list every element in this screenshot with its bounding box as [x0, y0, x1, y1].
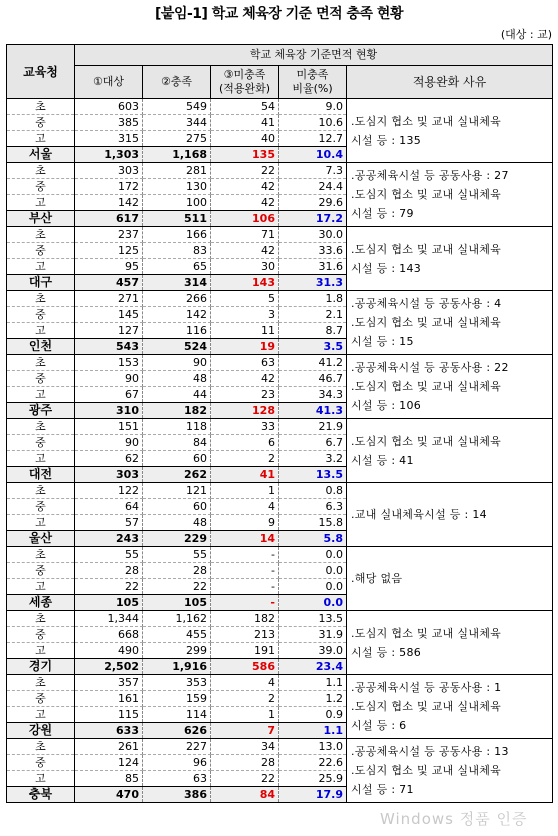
total-value: 617	[75, 211, 143, 227]
cell-value: 42	[211, 195, 279, 211]
table-row	[7, 419, 553, 435]
header-ratio: 미충족 비율(%)	[279, 66, 347, 99]
cell-value: 34.3	[279, 387, 347, 403]
cell-value: 41.2	[279, 355, 347, 371]
region-name: 대전	[7, 467, 75, 483]
school-level: 고	[7, 259, 75, 275]
cell-value: 3	[211, 307, 279, 323]
school-level: 초	[7, 99, 75, 115]
cell-value: 227	[143, 739, 211, 755]
cell-value: 60	[143, 451, 211, 467]
page-title: [붙임-1] 학교 체육장 기준 면적 충족 현황	[155, 6, 403, 22]
school-level: 중	[7, 499, 75, 515]
region-name: 세종	[7, 595, 75, 611]
school-level: 중	[7, 243, 75, 259]
cell-value: 172	[75, 179, 143, 195]
cell-value: 15.8	[279, 515, 347, 531]
reason-line: .공공체육시설 등 공동사용 : 1	[351, 681, 502, 694]
reason-line: .공공체육시설 등 공동사용 : 22	[351, 361, 509, 374]
reason-cell	[347, 739, 553, 803]
cell-value: 353	[143, 675, 211, 691]
cell-value: 31.9	[279, 627, 347, 643]
cell-value: 10.6	[279, 115, 347, 131]
cell-value: 271	[75, 291, 143, 307]
cell-value: 67	[75, 387, 143, 403]
cell-value: 13.0	[279, 739, 347, 755]
cell-value: 114	[143, 707, 211, 723]
cell-value: 2.1	[279, 307, 347, 323]
total-value: 0.0	[279, 595, 347, 611]
reason-line: 시설 등 : 586	[351, 645, 422, 659]
cell-value: 124	[75, 755, 143, 771]
total-value: 543	[75, 339, 143, 355]
total-value: 17.2	[279, 211, 347, 227]
school-level: 고	[7, 131, 75, 147]
school-level: 초	[7, 227, 75, 243]
cell-value: 71	[211, 227, 279, 243]
school-level: 고	[7, 323, 75, 339]
cell-value: 33.6	[279, 243, 347, 259]
cell-value: 42	[211, 243, 279, 259]
cell-value: 130	[143, 179, 211, 195]
cell-value: 145	[75, 307, 143, 323]
cell-value: 8.7	[279, 323, 347, 339]
reason-line: .도심지 협소 및 교내 실내체육	[351, 700, 502, 713]
cell-value: 121	[143, 483, 211, 499]
total-value: 303	[75, 467, 143, 483]
cell-value: 28	[75, 563, 143, 579]
total-value: 1,303	[75, 147, 143, 163]
school-level: 고	[7, 515, 75, 531]
cell-value: 6.3	[279, 499, 347, 515]
reason-cell	[347, 355, 553, 419]
cell-value: 4	[211, 675, 279, 691]
school-level: 초	[7, 739, 75, 755]
total-value: 1.1	[279, 723, 347, 739]
school-level: 고	[7, 451, 75, 467]
cell-value: 299	[143, 643, 211, 659]
reason-line: .공공체육시설 등 공동사용 : 4	[351, 297, 502, 310]
total-value: 511	[143, 211, 211, 227]
cell-value: 62	[75, 451, 143, 467]
cell-value: 90	[143, 355, 211, 371]
cell-value: 303	[75, 163, 143, 179]
reason-line: .도심지 협소 및 교내 실내체육	[351, 626, 502, 640]
region-name: 강원	[7, 723, 75, 739]
cell-value: 668	[75, 627, 143, 643]
region-name: 서울	[7, 147, 75, 163]
cell-value: 118	[143, 419, 211, 435]
school-level: 고	[7, 707, 75, 723]
cell-value: 100	[143, 195, 211, 211]
school-level: 중	[7, 435, 75, 451]
table-row	[7, 355, 553, 371]
table-row	[7, 611, 553, 627]
watermark: Windows 정품 인증	[380, 810, 528, 828]
total-value: 310	[75, 403, 143, 419]
school-level: 초	[7, 291, 75, 307]
reason-cell	[347, 675, 553, 739]
cell-value: 90	[75, 371, 143, 387]
cell-value: 48	[143, 515, 211, 531]
school-level: 초	[7, 675, 75, 691]
cell-value: 122	[75, 483, 143, 499]
cell-value: 41	[211, 115, 279, 131]
cell-value: 30.0	[279, 227, 347, 243]
total-value: 143	[211, 275, 279, 291]
cell-value: 1.1	[279, 675, 347, 691]
total-value: 633	[75, 723, 143, 739]
total-value: 10.4	[279, 147, 347, 163]
reason-line: .해당 없음	[351, 572, 403, 585]
cell-value: 2	[211, 451, 279, 467]
school-level: 중	[7, 371, 75, 387]
cell-value: 385	[75, 115, 143, 131]
cell-value: 9	[211, 515, 279, 531]
cell-value: 549	[143, 99, 211, 115]
table-header	[7, 45, 553, 99]
cell-value: 46.7	[279, 371, 347, 387]
reason-line: 시설 등 : 106	[351, 399, 422, 412]
cell-value: 490	[75, 643, 143, 659]
region-name: 울산	[7, 531, 75, 547]
reason-line: 시설 등 : 79	[351, 207, 414, 220]
school-level: 고	[7, 579, 75, 595]
cell-value: 22	[75, 579, 143, 595]
school-level: 중	[7, 179, 75, 195]
total-value: 457	[75, 275, 143, 291]
school-level: 중	[7, 627, 75, 643]
cell-value: 39.0	[279, 643, 347, 659]
facility-table	[6, 44, 553, 803]
cell-value: 40	[211, 131, 279, 147]
cell-value: 5	[211, 291, 279, 307]
cell-value: 266	[143, 291, 211, 307]
school-level: 중	[7, 307, 75, 323]
school-level: 중	[7, 755, 75, 771]
cell-value: 7.3	[279, 163, 347, 179]
reason-line: .도심지 협소 및 교내 실내체육	[351, 316, 502, 329]
total-value: 262	[143, 467, 211, 483]
reason-line: .도심지 협소 및 교내 실내체육	[351, 114, 502, 128]
cell-value: 261	[75, 739, 143, 755]
total-value: 524	[143, 339, 211, 355]
cell-value: 60	[143, 499, 211, 515]
total-value: 1,916	[143, 659, 211, 675]
reason-line: .공공체육시설 등 공동사용 : 27	[351, 169, 509, 182]
total-value: 31.3	[279, 275, 347, 291]
cell-value: 28	[143, 563, 211, 579]
region-name: 부산	[7, 211, 75, 227]
school-level: 중	[7, 115, 75, 131]
cell-value: 115	[75, 707, 143, 723]
cell-value: 127	[75, 323, 143, 339]
cell-value: 33	[211, 419, 279, 435]
school-level: 중	[7, 563, 75, 579]
school-level: 고	[7, 771, 75, 787]
reason-cell	[347, 547, 553, 611]
reason-cell	[347, 291, 553, 355]
total-value: 17.9	[279, 787, 347, 803]
cell-value: 9.0	[279, 99, 347, 115]
cell-value: 42	[211, 371, 279, 387]
cell-value: 116	[143, 323, 211, 339]
total-value: 84	[211, 787, 279, 803]
school-level: 초	[7, 419, 75, 435]
cell-value: -	[211, 547, 279, 563]
header-edu-office: 교육청	[7, 45, 75, 99]
total-value: 626	[143, 723, 211, 739]
cell-value: 142	[143, 307, 211, 323]
cell-value: 142	[75, 195, 143, 211]
table-row	[7, 483, 553, 499]
cell-value: 30	[211, 259, 279, 275]
table-row	[7, 99, 553, 115]
reason-line: .공공체육시설 등 공동사용 : 13	[351, 745, 509, 758]
cell-value: 357	[75, 675, 143, 691]
reason-line: 시설 등 : 6	[351, 719, 407, 732]
table-row	[7, 291, 553, 307]
cell-value: 63	[143, 771, 211, 787]
cell-value: 12.7	[279, 131, 347, 147]
cell-value: 22	[211, 163, 279, 179]
cell-value: 84	[143, 435, 211, 451]
total-value: 470	[75, 787, 143, 803]
cell-value: 1	[211, 707, 279, 723]
cell-value: 28	[211, 755, 279, 771]
cell-value: 0.0	[279, 579, 347, 595]
cell-value: 96	[143, 755, 211, 771]
school-level: 고	[7, 387, 75, 403]
total-value: 105	[143, 595, 211, 611]
total-value: 128	[211, 403, 279, 419]
cell-value: 2	[211, 691, 279, 707]
cell-value: 161	[75, 691, 143, 707]
cell-value: 6.7	[279, 435, 347, 451]
cell-value: 1,162	[143, 611, 211, 627]
table-row	[7, 547, 553, 563]
table-body	[7, 99, 553, 803]
school-level: 초	[7, 547, 75, 563]
cell-value: 48	[143, 371, 211, 387]
header-target: ①대상	[75, 66, 143, 99]
cell-value: 191	[211, 643, 279, 659]
cell-value: 29.6	[279, 195, 347, 211]
cell-value: 25.9	[279, 771, 347, 787]
total-value: 41	[211, 467, 279, 483]
region-name: 광주	[7, 403, 75, 419]
cell-value: 34	[211, 739, 279, 755]
reason-line: .도심지 협소 및 교내 실내체육	[351, 434, 502, 448]
cell-value: 3.2	[279, 451, 347, 467]
cell-value: 1,344	[75, 611, 143, 627]
total-value: 182	[143, 403, 211, 419]
cell-value: 125	[75, 243, 143, 259]
reason-cell	[347, 483, 553, 547]
total-value: 23.4	[279, 659, 347, 675]
table-row	[7, 675, 553, 691]
reason-cell	[347, 611, 553, 675]
cell-value: 55	[75, 547, 143, 563]
cell-value: 166	[143, 227, 211, 243]
cell-value: 90	[75, 435, 143, 451]
cell-value: 1.2	[279, 691, 347, 707]
reason-line: 시설 등 : 41	[351, 453, 414, 467]
cell-value: 0.0	[279, 563, 347, 579]
cell-value: 281	[143, 163, 211, 179]
table-row	[7, 739, 553, 755]
header-group: 학교 체육장 기준면적 현황	[75, 45, 553, 66]
cell-value: 159	[143, 691, 211, 707]
cell-value: 0.8	[279, 483, 347, 499]
cell-value: 95	[75, 259, 143, 275]
cell-value: 23	[211, 387, 279, 403]
total-value: 7	[211, 723, 279, 739]
cell-value: 85	[75, 771, 143, 787]
reason-line: 시설 등 : 15	[351, 335, 414, 348]
total-value: 229	[143, 531, 211, 547]
total-value: 386	[143, 787, 211, 803]
cell-value: 55	[143, 547, 211, 563]
total-value: -	[211, 595, 279, 611]
cell-value: 182	[211, 611, 279, 627]
cell-value: 455	[143, 627, 211, 643]
reason-line: .도심지 협소 및 교내 실내체육	[351, 380, 502, 393]
cell-value: 151	[75, 419, 143, 435]
reason-cell	[347, 99, 553, 163]
reason-cell	[347, 163, 553, 227]
region-name: 충북	[7, 787, 75, 803]
cell-value: 0.9	[279, 707, 347, 723]
total-value: 586	[211, 659, 279, 675]
cell-value: 42	[211, 179, 279, 195]
header-reason: 적용완화 사유	[347, 66, 553, 99]
cell-value: 153	[75, 355, 143, 371]
school-level: 고	[7, 195, 75, 211]
reason-line: 시설 등 : 143	[351, 261, 422, 275]
cell-value: -	[211, 563, 279, 579]
cell-value: 4	[211, 499, 279, 515]
total-value: 2,502	[75, 659, 143, 675]
cell-value: 22.6	[279, 755, 347, 771]
total-value: 3.5	[279, 339, 347, 355]
cell-value: 11	[211, 323, 279, 339]
school-level: 고	[7, 643, 75, 659]
cell-value: 1.8	[279, 291, 347, 307]
total-value: 1,168	[143, 147, 211, 163]
reason-cell	[347, 419, 553, 483]
total-value: 13.5	[279, 467, 347, 483]
cell-value: 65	[143, 259, 211, 275]
cell-value: 22	[211, 771, 279, 787]
cell-value: 0.0	[279, 547, 347, 563]
cell-value: 24.4	[279, 179, 347, 195]
total-value: 14	[211, 531, 279, 547]
cell-value: 603	[75, 99, 143, 115]
total-value: 5.8	[279, 531, 347, 547]
total-value: 105	[75, 595, 143, 611]
cell-value: 83	[143, 243, 211, 259]
cell-value: 54	[211, 99, 279, 115]
total-value: 135	[211, 147, 279, 163]
total-value: 19	[211, 339, 279, 355]
school-level: 초	[7, 163, 75, 179]
reason-line: .도심지 협소 및 교내 실내체육	[351, 242, 502, 256]
reason-line: 시설 등 : 135	[351, 133, 422, 147]
unit-label: (대상 : 교)	[500, 28, 552, 41]
cell-value: 13.5	[279, 611, 347, 627]
reason-cell	[347, 227, 553, 291]
total-value: 243	[75, 531, 143, 547]
cell-value: 57	[75, 515, 143, 531]
cell-value: 1	[211, 483, 279, 499]
school-level: 중	[7, 691, 75, 707]
total-value: 106	[211, 211, 279, 227]
cell-value: 237	[75, 227, 143, 243]
reason-line: .도심지 협소 및 교내 실내체육	[351, 764, 502, 777]
header-met: ②충족	[143, 66, 211, 99]
total-value: 41.3	[279, 403, 347, 419]
cell-value: 63	[211, 355, 279, 371]
table-row	[7, 227, 553, 243]
total-value: 314	[143, 275, 211, 291]
cell-value: 344	[143, 115, 211, 131]
reason-line: 시설 등 : 71	[351, 783, 414, 796]
cell-value: 64	[75, 499, 143, 515]
cell-value: 21.9	[279, 419, 347, 435]
region-name: 대구	[7, 275, 75, 291]
region-name: 인천	[7, 339, 75, 355]
cell-value: 44	[143, 387, 211, 403]
school-level: 초	[7, 611, 75, 627]
cell-value: 275	[143, 131, 211, 147]
school-level: 초	[7, 483, 75, 499]
region-name: 경기	[7, 659, 75, 675]
cell-value: 31.6	[279, 259, 347, 275]
table-row	[7, 163, 553, 179]
school-level: 초	[7, 355, 75, 371]
cell-value: 315	[75, 131, 143, 147]
reason-line: .도심지 협소 및 교내 실내체육	[351, 188, 502, 201]
header-unmet: ③미충족 (적용완화)	[211, 66, 279, 99]
cell-value: 213	[211, 627, 279, 643]
reason-line: .교내 실내체육시설 등 : 14	[351, 508, 487, 521]
cell-value: 22	[143, 579, 211, 595]
cell-value: -	[211, 579, 279, 595]
cell-value: 6	[211, 435, 279, 451]
